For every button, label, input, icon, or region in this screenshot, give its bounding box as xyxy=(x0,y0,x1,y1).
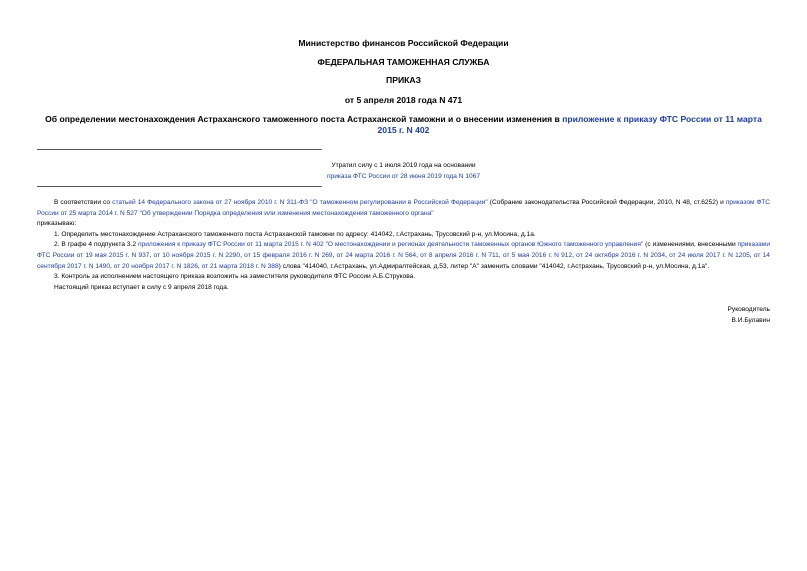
decree-word: приказываю: xyxy=(37,220,77,228)
document-type: ПРИКАЗ xyxy=(386,75,421,85)
law-link[interactable]: статьей 14 Федерального закона от 27 ноября 2010 г. N 311-ФЗ "О таможенном регулировании в Российской Федерации" xyxy=(112,199,488,206)
amend-link-4[interactable]: от 24 марта 2016 г. N 564 xyxy=(336,251,417,259)
ministry-heading: Министерство финансов Российской Федерации xyxy=(298,38,509,48)
item-1: 1. Определить местонахождение Астраханского таможенного поста Астраханской таможни по адресу: 414042, г.Астрахань, Трусовский р-н, ул.Мосина, д.1а. xyxy=(54,230,536,238)
divider-bottom xyxy=(37,186,322,187)
amend-link-2[interactable]: от 10 ноября 2015 г. N 2290 xyxy=(153,251,241,259)
preamble-text-2: (Собрание законодательства Российской Федерации, 2010, N 48, ст.6252) и xyxy=(487,199,726,206)
signer-position: Руководитель xyxy=(727,306,770,313)
amend-link-9[interactable]: от 14 сентября 2017 г. N 1490 xyxy=(37,251,770,270)
service-heading: ФЕДЕРАЛЬНАЯ ТАМОЖЕННАЯ СЛУЖБА xyxy=(317,57,490,67)
amend-link-7[interactable]: от 24 октября 2016 г. N 2034 xyxy=(576,251,666,259)
appendix-link[interactable]: приложения к приказу ФТС России от 11 марта 2015 г. N 402 "О местонахождении и регионах деятельности таможенных органов Южного таможенного управления" xyxy=(137,241,644,249)
document-title xyxy=(40,114,767,136)
document-body xyxy=(37,198,770,293)
signer-name: В.И.Булавин xyxy=(731,316,770,324)
title-link[interactable]: приложение к приказу ФТС России от 11 марта 2015 г. N 402 xyxy=(377,114,762,135)
preamble-text-1: В соответствии со xyxy=(54,199,113,206)
item-3: 3. Контроль за исполнением настоящего приказа возложить на заместителя руководителя ФТС России А.Б.Струкова. xyxy=(54,273,416,281)
amend-link-6[interactable]: от 5 мая 2016 г. N 912 xyxy=(502,251,573,259)
item2-text-3: ) слова "414040, г.Астрахань, ул.Адмиралтейская, д.53, литер "А" заменить словами "414042, г.Астрахань, Трусовский р-н, ул.Мосина, д.1а". xyxy=(278,262,710,270)
amend-link-1[interactable]: приказами ФТС России от 19 мая 2015 г. N 937 xyxy=(37,241,770,259)
closing-paragraph: Настоящий приказ вступает в силу с 9 апреля 2018 года. xyxy=(54,283,229,291)
divider-top xyxy=(37,149,322,150)
status-note-link[interactable]: приказа ФТС России от 28 июня 2019 года N 1067 xyxy=(326,172,480,180)
amend-link-3[interactable]: от 15 февраля 2016 г. N 269 xyxy=(244,251,333,259)
status-note xyxy=(0,161,807,182)
amend-link-11[interactable]: от 21 марта 2018 г. N 388 xyxy=(201,262,279,270)
status-note-text: Утратил силу с 1 июля 2019 года на основании xyxy=(331,162,476,169)
amend-link-8[interactable]: от 24 июля 2017 г. N 1205 xyxy=(669,251,750,259)
document-date-number: от 5 апреля 2018 года N 471 xyxy=(344,95,463,105)
title-text: Об определении местонахождения Астраханского таможенного поста Астраханской таможни и о внесении изменения в xyxy=(45,114,563,124)
order-527-link[interactable]: приказом ФТС России от 25 марта 2014 г. N 527 "Об утверждении Порядка определения или изменения местонахождения таможенного органа" xyxy=(37,199,770,217)
item2-text-1: 2. В графе 4 подпункта 3.2 xyxy=(54,241,138,249)
item-2: 2. В графе 4 подпункта 3.2 приложения к приказу ФТС России от 11 марта 2015 г. N 402 "О местонахождении и регионах деятельности таможенных органов Южного таможенного управления" (с изменениями, внесенными приказами ФТС России от 19 мая 2015 г. N 937, от 10 ноября 2015 г. N 2290, от 15 февраля 2016 г. N 269, от 24 марта 2016 г. N 564, от 8 апреля 2016 г. N 711, от 5 мая 2016 г. N 912, от 24 октября 2016 г. N 2034, от 24 июля 2017 г. N 1205, от 14 сентября 2017 г. N 1490, от 20 ноября 2017 г. N 1826, от 21 марта 2018 г. N 388) слова "414040, г.Астрахань, ул.Адмиралтейская, д.53, литер "А" заменить словами "414042, г.Астрахань, Трусовский р-н, ул.Мосина, д.1а". xyxy=(37,241,770,270)
signature-block xyxy=(728,305,770,326)
item2-text-2: (с изменениями, внесенными xyxy=(643,241,738,249)
amend-link-5[interactable]: от 8 апреля 2016 г. N 711 xyxy=(420,251,499,259)
amend-link-10[interactable]: от 20 ноября 2017 г. N 1826 xyxy=(113,262,198,270)
preamble-paragraph xyxy=(37,198,770,219)
